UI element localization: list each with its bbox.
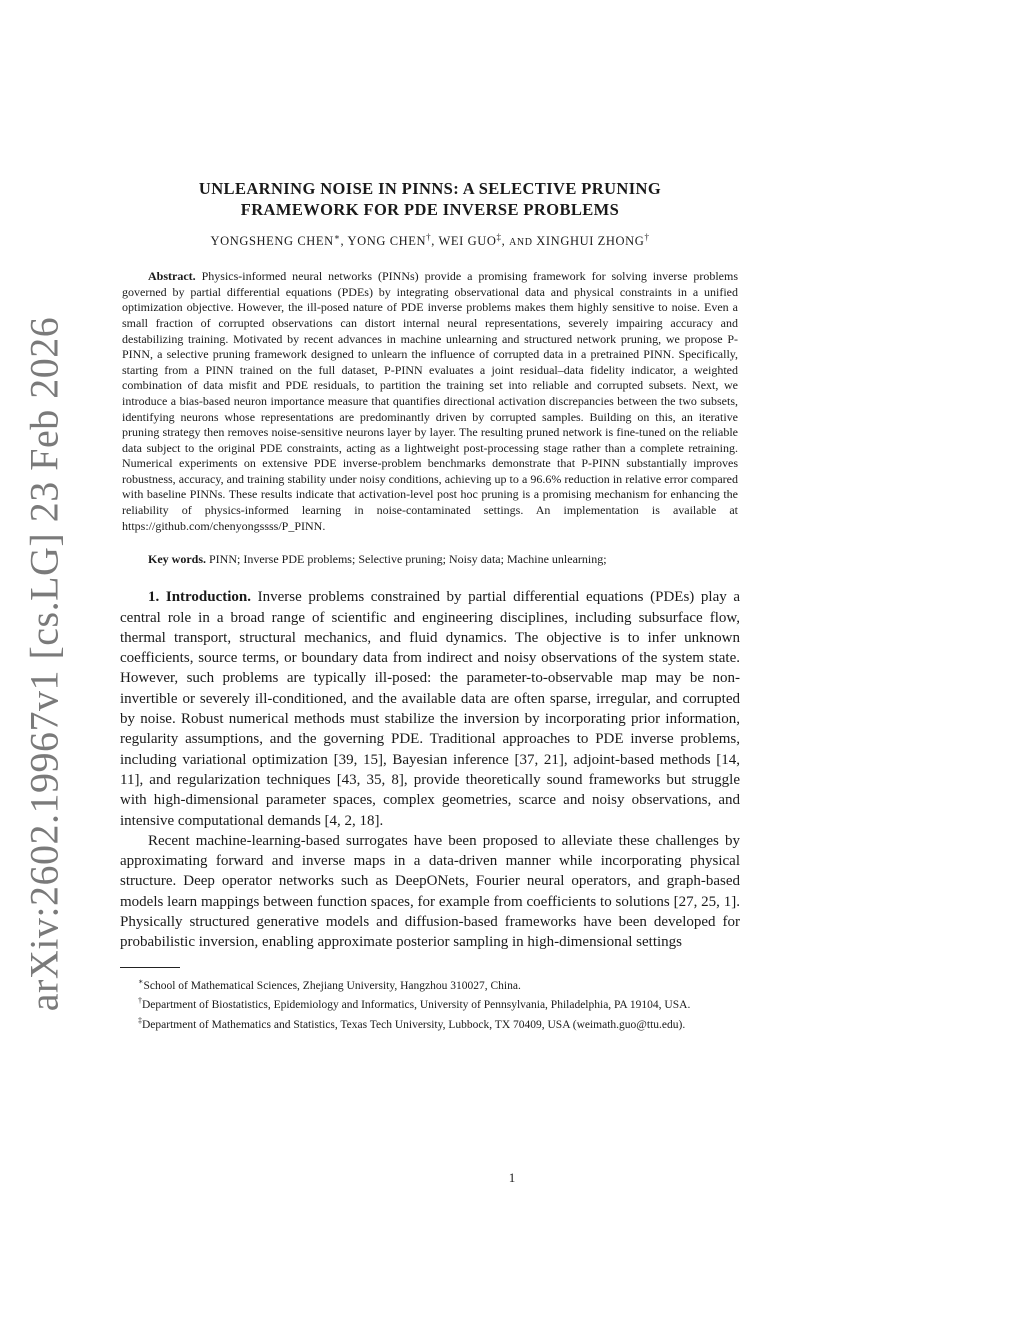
title-line-1: UNLEARNING NOISE IN PINNS: A SELECTIVE PRUNING: [198, 179, 662, 198]
author-2: YONG CHEN: [347, 234, 427, 249]
footnote-3: [120, 1013, 740, 1033]
intro-paragraph-1-text: Inverse problems constrained by partial differential equations (PDEs) play a central role in a broad range of scientific and engineering disciplines, including subsurface flow, thermal transport, structural mechanics, and fluid dynamics. The objective is to infer unknown coefficients, source terms, or boundary data from indirect and noisy observations of the system state. However, such problems are typically ill-posed: the parameter-to-observable map may be non-invertible or severely ill-conditioned, and the available data are often sparse, irregular, and corrupted by noise. Robust numerical methods must stabilize the inversion by incorporating prior information, regularity assumptions, and the governing PDE. Traditional approaches to PDE inverse problems, including variational optimization [39, 15], Bayesian inference [37, 21], adjoint-based methods [14, 11], and regularization techniques [43, 35, 8], provide theoretically sound frameworks but struggle with high-dimensional parameter spaces, complex geometries, scarce and noisy observations, and intensive computational demands [4, 2, 18].: [120, 589, 740, 829]
footnote-3-mark: ‡: [138, 1016, 142, 1026]
intro-paragraph-2: Recent machine-learning-based surrogates have been proposed to alleviate these challenges by approximating forward and inverse maps in a data-driven manner while incorporating physical structure. Deep operator networks such as DeepONets, Fourier neural operators, and graph-based models learn mappings between function spaces, for example from coefficients to solutions [27, 25, 1]. Physically structured generative models and diffusion-based frameworks have been developed for probabilistic inversion, enabling approximate posterior sampling in high-dimensional settings: [120, 832, 740, 951]
abstract-text: Physics-informed neural networks (PINNs) provide a promising framework for solving inverse problems governed by partial differential equations (PDEs) by integrating observational data and physical constraints in a unified optimization objective. However, the ill-posed nature of PDE inverse problems makes them highly sensitive to noise. Even a small fraction of corrupted observations can distort internal neural representations, severely impairing accuracy and destabilizing training. Motivated by recent advances in machine unlearning and structured network pruning, we propose P-PINN, a selective pruning framework designed to unlearn the influence of corrupted data in a pretrained PINN. Specifically, starting from a PINN trained on the full dataset, P-PINN evaluates a joint residual–data fidelity indicator, a weighted combination of data misfit and PDE residuals, to partition the training set into reliable and corrupted subsets. Next, we introduce a bias-based neuron importance measure that quantifies directional activation discrepancies between the two subsets, identifying neurons whose representations are predominantly driven by corrupted samples. Building on this, an iterative pruning strategy then removes noise-sensitive neurons layer by layer. The resulting pruned network is fine-tuned on the reliable data subject to the original PDE constraints, acting as a lightweight post-processing stage rather than a complete retraining. Numerical experiments on extensive PDE inverse-problem benchmarks demonstrate that P-PINN substantially improves robustness, accuracy, and training stability under noisy conditions, achieving up to a 96.6% reduction in relative error compared with baseline PINNs. These results indicate that activation-level post hoc pruning is a promising mechanism for enhancing the reliability of physics-informed learning in noise-contaminated settings. An implementation is available at https://github.com/chenyongssss/P_PINN.: [122, 269, 739, 533]
paper-page: [120, 178, 740, 1033]
section-heading: 1. Introduction.: [148, 589, 252, 606]
author-and: AND: [509, 237, 533, 249]
keywords: [120, 552, 740, 567]
title-line-2: FRAMEWORK FOR PDE INVERSE PROBLEMS: [240, 200, 620, 219]
keywords-text: PINN; Inverse PDE problems; Selective pruning; Noisy data; Machine unlearning;: [209, 552, 607, 567]
intro-paragraph-1: [120, 587, 740, 831]
author-1: YONGSHENG CHEN: [210, 234, 334, 249]
introduction-section: [120, 587, 740, 952]
author-4-mark: †: [644, 232, 650, 242]
author-list: YONGSHENG CHEN∗, YONG CHEN†, WEI GUO‡, AND XINGHUI ZHONG†: [210, 232, 650, 249]
footnote-2-mark: †: [138, 996, 142, 1006]
paper-title: [120, 178, 740, 220]
author-4: XINGHUI ZHONG: [536, 234, 645, 249]
author-1-mark: ∗: [333, 232, 341, 242]
author-2-mark: †: [426, 232, 432, 242]
arxiv-identifier: arXiv:2602.19967v1 [cs.LG] 23 Feb 2026: [21, 316, 67, 1012]
abstract-label: Abstract.: [148, 269, 196, 284]
author-3-mark: ‡: [496, 232, 502, 242]
footnote-rule: [120, 967, 180, 968]
footnote-2: [120, 993, 740, 1013]
author-3: WEI GUO: [438, 234, 497, 249]
abstract: [120, 269, 740, 534]
footnote-1: [120, 974, 740, 994]
footnote-2-text: Department of Biostatistics, Epidemiology and Informatics, University of Pennsylvania, Philadelphia, PA 19104, USA.: [142, 999, 691, 1012]
keywords-label: Key words.: [148, 552, 206, 567]
footnote-3-text: Department of Mathematics and Statistics, Texas Tech University, Lubbock, TX 70409, USA (weimath.guo@ttu.edu).: [142, 1019, 686, 1032]
footnote-1-mark: ∗: [138, 976, 144, 986]
footnotes: [120, 974, 740, 1033]
footnote-1-text: School of Mathematical Sciences, Zhejiang University, Hangzhou 310027, China.: [143, 979, 521, 992]
page-number: 1: [508, 1170, 516, 1185]
